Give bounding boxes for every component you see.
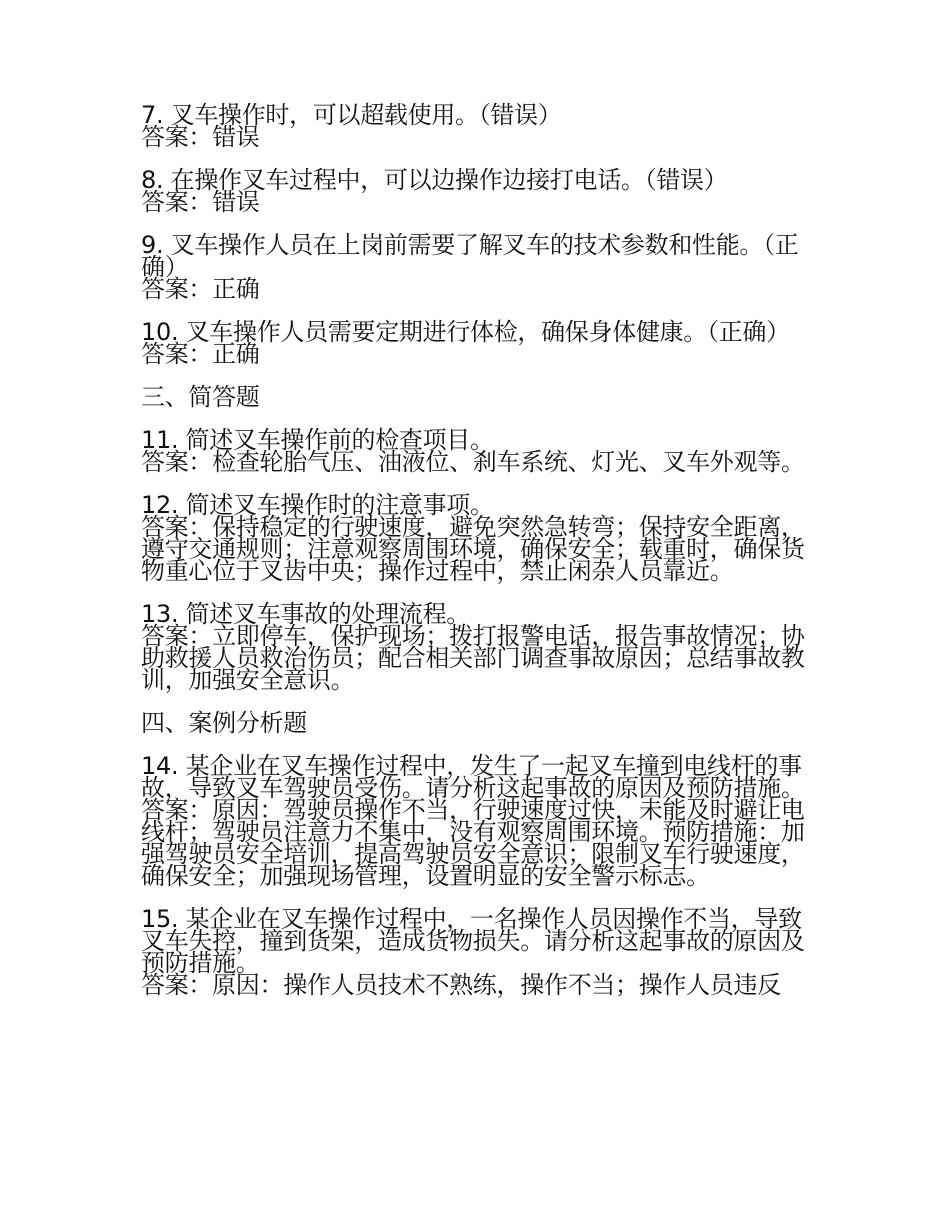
answer-text: 答案：保持稳定的行驶速度，避免突然急转弯；保持安全距离，遵守交通规则；注意观察周围环境，确保安全；载重时，确保货物重心位于叉齿中央；操作过程中，禁止闲杂人员靠近。 [141,513,805,585]
question-text: 15. 某企业在叉车操作过程中，一名操作人员因操作不当，导致叉车失控，撞到货架，造成货物损失。请分析这起事故的原因及预防措施。 [141,905,805,977]
true-false-item-10 [141,318,813,368]
answer-text: 答案：错误 [141,188,260,216]
question-text: 14. 某企业在叉车操作过程中，发生了一起叉车撞到电线杆的事故，导致叉车驾驶员受伤。请分析这起事故的原因及预防措施。 [141,752,805,802]
answer-text: 答案：检查轮胎气压、油液位、刹车系统、灯光、叉车外观等。 [141,448,805,476]
question-text: 12. 简述叉车操作时的注意事项。 [141,491,494,519]
document-page [141,101,813,1017]
short-answer-item-13 [141,600,813,694]
true-false-item-8 [141,166,813,216]
answer-text: 答案：正确 [141,275,260,303]
answer-text: 答案：正确 [141,340,260,368]
section-heading-short-answer: 三、简答题 [141,383,260,411]
true-false-item-9 [141,231,813,303]
question-text: 8. 在操作叉车过程中，可以边操作边接打电话。（错误） [141,166,728,194]
case-item-15 [141,905,813,999]
answer-text: 答案：原因：驾驶员操作不当，行驶速度过快，未能及时避让电线杆；驾驶员注意力不集中，没有观察周围环境。预防措施：加强驾驶员安全培训，提高驾驶员安全意识；限制叉车行驶速度，确保安全；加强现场管理，设置明显的安全警示标志。 [141,796,805,890]
case-item-14 [141,752,813,890]
true-false-item-7 [141,101,813,151]
answer-text: 答案：立即停车，保护现场；拨打报警电话，报告事故情况；协助救援人员救治伤员；配合相关部门调查事故原因；总结事故教训，加强安全意识。 [141,622,805,694]
question-text: 13. 简述叉车事故的处理流程。 [141,600,470,628]
question-text: 11. 简述叉车操作前的检查项目。 [141,426,494,454]
short-answer-item-11 [141,426,813,476]
answer-text: 答案：错误 [141,123,260,151]
short-answer-item-12 [141,491,813,585]
question-text: 10. 叉车操作人员需要定期进行体检，确保身体健康。（正确） [141,318,790,346]
question-text: 7. 叉车操作时，可以超载使用。（错误） [141,101,562,129]
answer-text: 答案：原因：操作人员技术不熟练，操作不当；操作人员违反 [141,971,781,999]
question-text: 9. 叉车操作人员在上岗前需要了解叉车的技术参数和性能。（正确） [141,231,799,281]
section-heading-case-analysis: 四、案例分析题 [141,709,307,737]
